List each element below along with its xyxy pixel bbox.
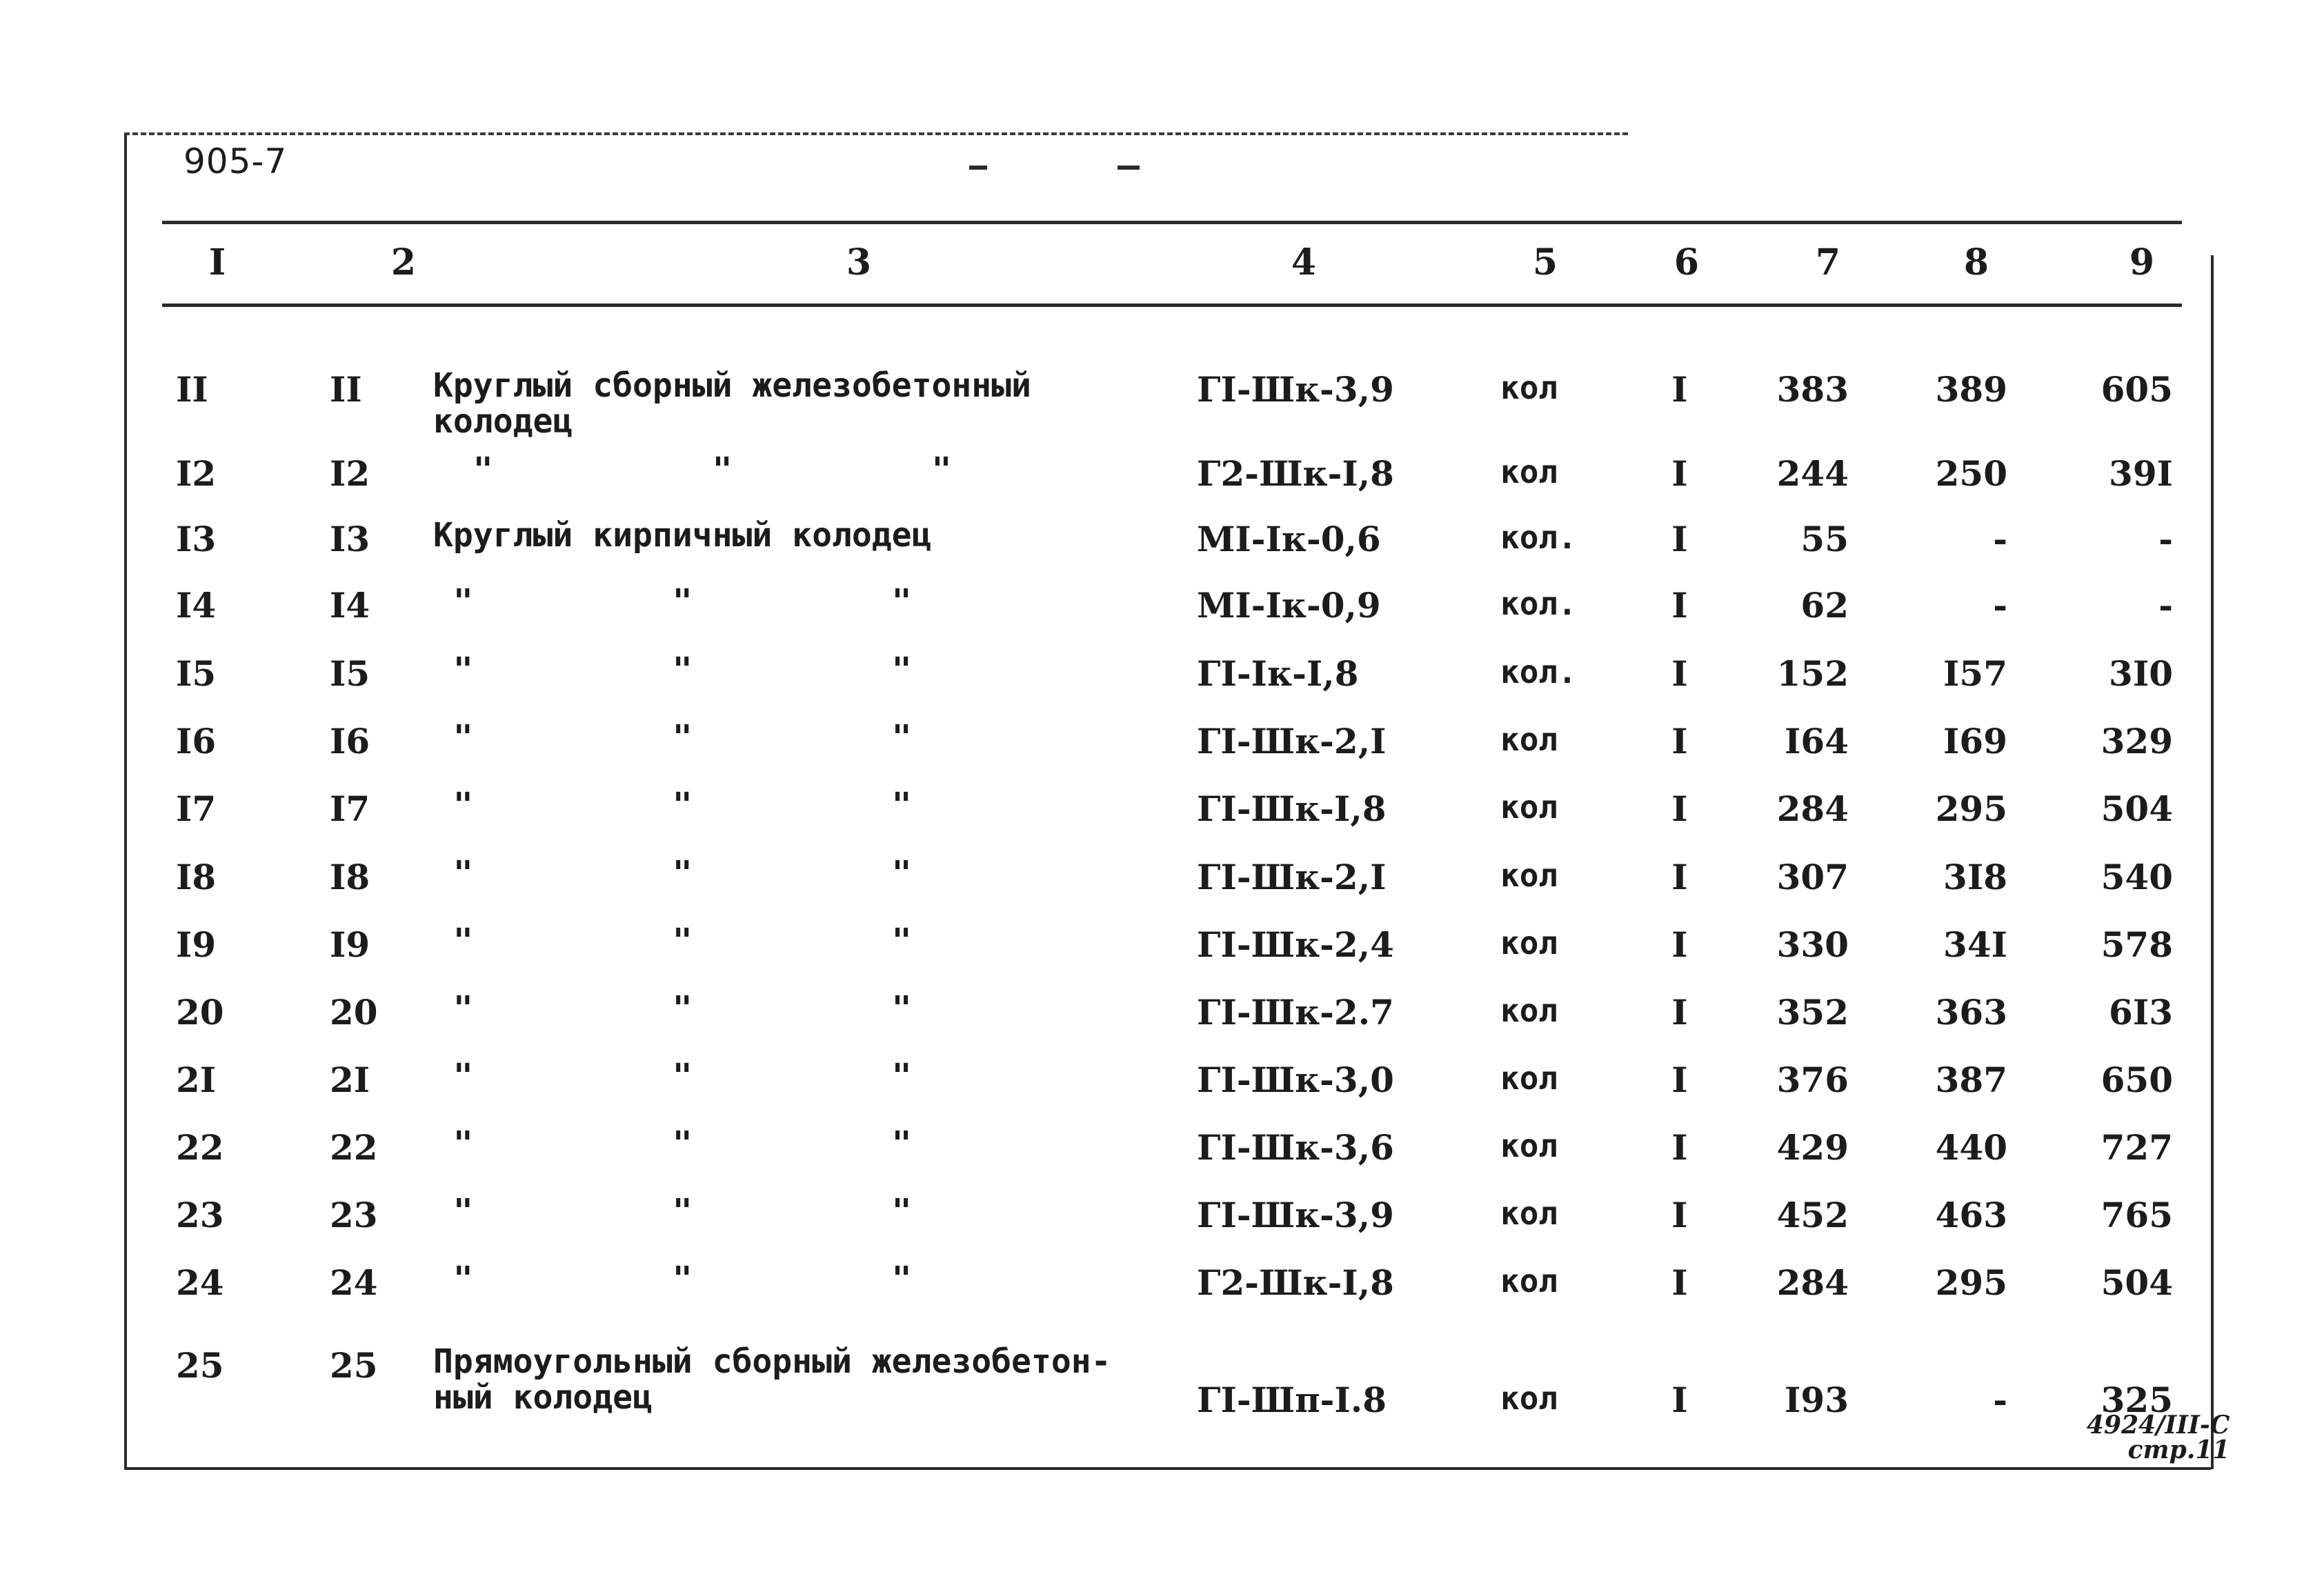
row-v8-cell: 295 <box>1935 1262 2007 1303</box>
row-v8-cell: 3I8 <box>1943 857 2007 897</box>
row-description-line: " " " <box>433 450 952 489</box>
row-code-cell: ГI-Шп-I.8 <box>1197 1380 1387 1420</box>
row-v9-cell: 765 <box>2100 1195 2173 1235</box>
row-qty-cell: I <box>1671 1195 1688 1235</box>
row-v8-cell: 34I <box>1943 924 2007 965</box>
row-description <box>433 1344 1192 1415</box>
row-v9-cell: 540 <box>2100 857 2173 897</box>
row-code-cell: ГI-Шк-2,4 <box>1197 924 1394 965</box>
header-bottom-rule <box>162 304 2182 307</box>
frame-bottom-line <box>124 1467 2211 1470</box>
row-c1-cell: I2 <box>176 453 217 494</box>
row-unit-cell: кол <box>1500 1059 1558 1097</box>
row-v8-cell: 387 <box>1935 1059 2007 1100</box>
row-code-cell: Г2-Шк-I,8 <box>1197 453 1394 494</box>
row-v8-cell: - <box>1993 519 2007 559</box>
row-code-cell: МI-Iк-0,9 <box>1197 585 1381 626</box>
row-v7-cell: 62 <box>1800 585 1849 626</box>
row-description <box>433 991 1192 1026</box>
row-v7-cell: 284 <box>1776 1262 1849 1303</box>
row-v8-cell: - <box>1993 585 2007 626</box>
row-v8-cell: 295 <box>1935 788 2007 829</box>
row-description-line: Круглый сборный железобетонный <box>433 366 1031 405</box>
row-c2-cell: I4 <box>330 585 370 626</box>
row-unit-cell: кол. <box>1500 653 1577 690</box>
row-c1-cell: 25 <box>176 1345 224 1386</box>
row-qty-cell: I <box>1671 585 1688 626</box>
frame-top-line <box>124 132 1628 135</box>
row-v8-cell: I69 <box>1943 721 2007 762</box>
row-unit-cell: кол. <box>1500 519 1577 556</box>
row-qty-cell: I <box>1671 788 1688 829</box>
column-header-6: 6 <box>1674 241 1700 283</box>
row-c1-cell: I7 <box>176 788 217 829</box>
dash-mark <box>969 166 987 170</box>
row-description-line: " " " <box>433 1260 912 1298</box>
row-code-cell: ГI-Шк-2.7 <box>1197 992 1394 1033</box>
row-v9-cell: 6I3 <box>2109 992 2173 1033</box>
row-v7-cell: I93 <box>1785 1380 1849 1420</box>
row-v7-cell: 152 <box>1776 653 1849 694</box>
row-v9-cell: - <box>2158 585 2173 626</box>
row-description-line: " " " <box>433 989 912 1028</box>
row-qty-cell: I <box>1671 924 1688 965</box>
row-unit-cell: кол <box>1500 992 1558 1029</box>
row-code-cell: ГI-Шк-3,6 <box>1197 1127 1394 1168</box>
row-c2-cell: I7 <box>330 788 370 829</box>
row-v8-cell: 463 <box>1935 1195 2007 1235</box>
row-description-line: ный колодец <box>433 1378 653 1417</box>
row-unit-cell: кол. <box>1500 585 1577 622</box>
row-c1-cell: 20 <box>176 992 224 1033</box>
dash-mark <box>1118 166 1140 170</box>
row-description <box>433 1193 1192 1229</box>
row-description-line: " " " <box>433 786 912 824</box>
row-v8-cell: I57 <box>1943 653 2007 694</box>
column-header-4: 4 <box>1291 241 1317 283</box>
document-code: 905-7 <box>183 141 288 181</box>
row-description <box>433 1261 1192 1297</box>
row-v9-cell: - <box>2158 519 2173 559</box>
row-c1-cell: I5 <box>176 653 217 694</box>
row-description <box>433 652 1192 688</box>
row-qty-cell: I <box>1671 857 1688 897</box>
row-description-line: Круглый кирпичный колодец <box>433 516 932 555</box>
row-description <box>433 1126 1192 1162</box>
column-header-2: 2 <box>390 241 417 283</box>
row-description <box>433 719 1192 755</box>
row-qty-cell: I <box>1671 721 1688 762</box>
row-description <box>433 517 1192 553</box>
column-header-7: 7 <box>1815 241 1841 283</box>
row-description <box>433 584 1192 619</box>
row-v9-cell: 650 <box>2100 1059 2173 1100</box>
row-description-line: Прямоугольный сборный железобетон- <box>433 1342 1111 1381</box>
row-description <box>433 368 1192 439</box>
row-qty-cell: I <box>1671 1059 1688 1100</box>
row-c2-cell: 2I <box>330 1059 370 1100</box>
row-description-line: " " " <box>433 718 912 757</box>
row-c2-cell: 22 <box>330 1127 378 1168</box>
column-header-5: 5 <box>1532 241 1558 283</box>
column-header-1: I <box>208 241 226 283</box>
row-v8-cell: 389 <box>1935 369 2007 410</box>
row-description <box>433 787 1192 823</box>
row-qty-cell: I <box>1671 519 1688 559</box>
frame-right-line <box>2211 255 2214 1469</box>
row-v7-cell: 330 <box>1776 924 1849 965</box>
row-v9-cell: 605 <box>2100 369 2173 410</box>
row-qty-cell: I <box>1671 992 1688 1033</box>
row-c2-cell: I5 <box>330 653 370 694</box>
row-v9-cell: 578 <box>2100 924 2173 965</box>
row-v7-cell: 307 <box>1776 857 1849 897</box>
row-code-cell: ГI-Шк-I,8 <box>1197 788 1387 829</box>
row-description <box>433 855 1192 891</box>
row-v7-cell: 429 <box>1776 1127 1849 1168</box>
row-c1-cell: I3 <box>176 519 217 559</box>
row-code-cell: МI-Iк-0,6 <box>1197 519 1381 559</box>
row-v8-cell: - <box>1993 1380 2007 1420</box>
row-c2-cell: I8 <box>330 857 370 897</box>
row-c2-cell: 24 <box>330 1262 378 1303</box>
row-description-line: " " " <box>433 1192 912 1231</box>
row-code-cell: ГI-Iк-I,8 <box>1197 653 1359 694</box>
header-top-rule <box>162 221 2182 224</box>
row-c1-cell: 23 <box>176 1195 224 1235</box>
row-v7-cell: 452 <box>1776 1195 1849 1235</box>
row-c1-cell: I4 <box>176 585 217 626</box>
row-v9-cell: 727 <box>2100 1127 2173 1168</box>
column-header-9: 9 <box>2129 241 2155 283</box>
row-description <box>433 1058 1192 1094</box>
row-c2-cell: I6 <box>330 721 370 762</box>
row-v8-cell: 440 <box>1935 1127 2007 1168</box>
row-unit-cell: кол <box>1500 924 1558 962</box>
row-qty-cell: I <box>1671 1127 1688 1168</box>
row-v9-cell: 39I <box>2109 453 2173 494</box>
row-v7-cell: I64 <box>1785 721 1849 762</box>
row-c1-cell: I8 <box>176 857 217 897</box>
row-unit-cell: кол <box>1500 1195 1558 1232</box>
row-v9-cell: 504 <box>2100 1262 2173 1303</box>
row-description <box>433 923 1192 959</box>
row-v9-cell: 504 <box>2100 788 2173 829</box>
column-header-8: 8 <box>1963 241 1989 283</box>
row-c1-cell: I6 <box>176 721 217 762</box>
row-v9-cell: 329 <box>2100 721 2173 762</box>
row-description-line: " " " <box>433 582 912 621</box>
row-code-cell: ГI-Шк-3,9 <box>1197 1195 1394 1235</box>
row-v7-cell: 383 <box>1776 369 1849 410</box>
row-qty-cell: I <box>1671 369 1688 410</box>
row-c1-cell: I9 <box>176 924 217 965</box>
row-v8-cell: 363 <box>1935 992 2007 1033</box>
row-unit-cell: кол <box>1500 1262 1558 1300</box>
row-unit-cell: кол <box>1500 453 1558 490</box>
row-c2-cell: II <box>330 369 362 410</box>
row-qty-cell: I <box>1671 1262 1688 1303</box>
row-code-cell: Г2-Шк-I,8 <box>1197 1262 1394 1303</box>
row-description <box>433 452 1192 488</box>
frame-left-line <box>124 134 127 1469</box>
row-description-line: " " " <box>433 650 912 689</box>
row-c2-cell: I2 <box>330 453 370 494</box>
row-description-line: " " " <box>433 922 912 960</box>
row-c2-cell: 20 <box>330 992 378 1033</box>
row-qty-cell: I <box>1671 653 1688 694</box>
row-v9-cell: 325 <box>2100 1380 2173 1420</box>
row-v7-cell: 352 <box>1776 992 1849 1033</box>
row-c1-cell: 24 <box>176 1262 224 1303</box>
row-c2-cell: 23 <box>330 1195 378 1235</box>
row-v7-cell: 244 <box>1776 453 1849 494</box>
row-v7-cell: 376 <box>1776 1059 1849 1100</box>
row-c2-cell: I9 <box>330 924 370 965</box>
row-unit-cell: кол <box>1500 1380 1558 1417</box>
row-unit-cell: кол <box>1500 857 1558 894</box>
row-unit-cell: кол <box>1500 721 1558 758</box>
row-code-cell: ГI-Шк-3,9 <box>1197 369 1394 410</box>
row-c1-cell: 22 <box>176 1127 224 1168</box>
row-v8-cell: 250 <box>1935 453 2007 494</box>
row-description-line: " " " <box>433 1057 912 1095</box>
sheet-stamp <box>2087 1413 2229 1462</box>
row-v7-cell: 55 <box>1800 519 1849 559</box>
column-header-3: 3 <box>846 241 872 283</box>
row-qty-cell: I <box>1671 453 1688 494</box>
row-unit-cell: кол <box>1500 1127 1558 1164</box>
row-description-line: " " " <box>433 854 912 893</box>
row-unit-cell: кол <box>1500 788 1558 826</box>
row-c1-cell: 2I <box>176 1059 217 1100</box>
row-code-cell: ГI-Шк-2,I <box>1197 857 1387 897</box>
row-code-cell: ГI-Шк-2,I <box>1197 721 1387 762</box>
row-description-line: " " " <box>433 1124 912 1163</box>
row-code-cell: ГI-Шк-3,0 <box>1197 1059 1394 1100</box>
row-description-line: колодец <box>433 402 573 441</box>
row-unit-cell: кол <box>1500 369 1558 406</box>
row-c2-cell: 25 <box>330 1345 378 1386</box>
row-qty-cell: I <box>1671 1380 1688 1420</box>
row-c2-cell: I3 <box>330 519 370 559</box>
row-v7-cell: 284 <box>1776 788 1849 829</box>
row-v9-cell: 3I0 <box>2109 653 2173 694</box>
row-c1-cell: II <box>176 369 208 410</box>
sheet-page: стр.11 <box>2127 1435 2230 1464</box>
sheet-ref: 4924/III-С <box>2087 1411 2230 1440</box>
